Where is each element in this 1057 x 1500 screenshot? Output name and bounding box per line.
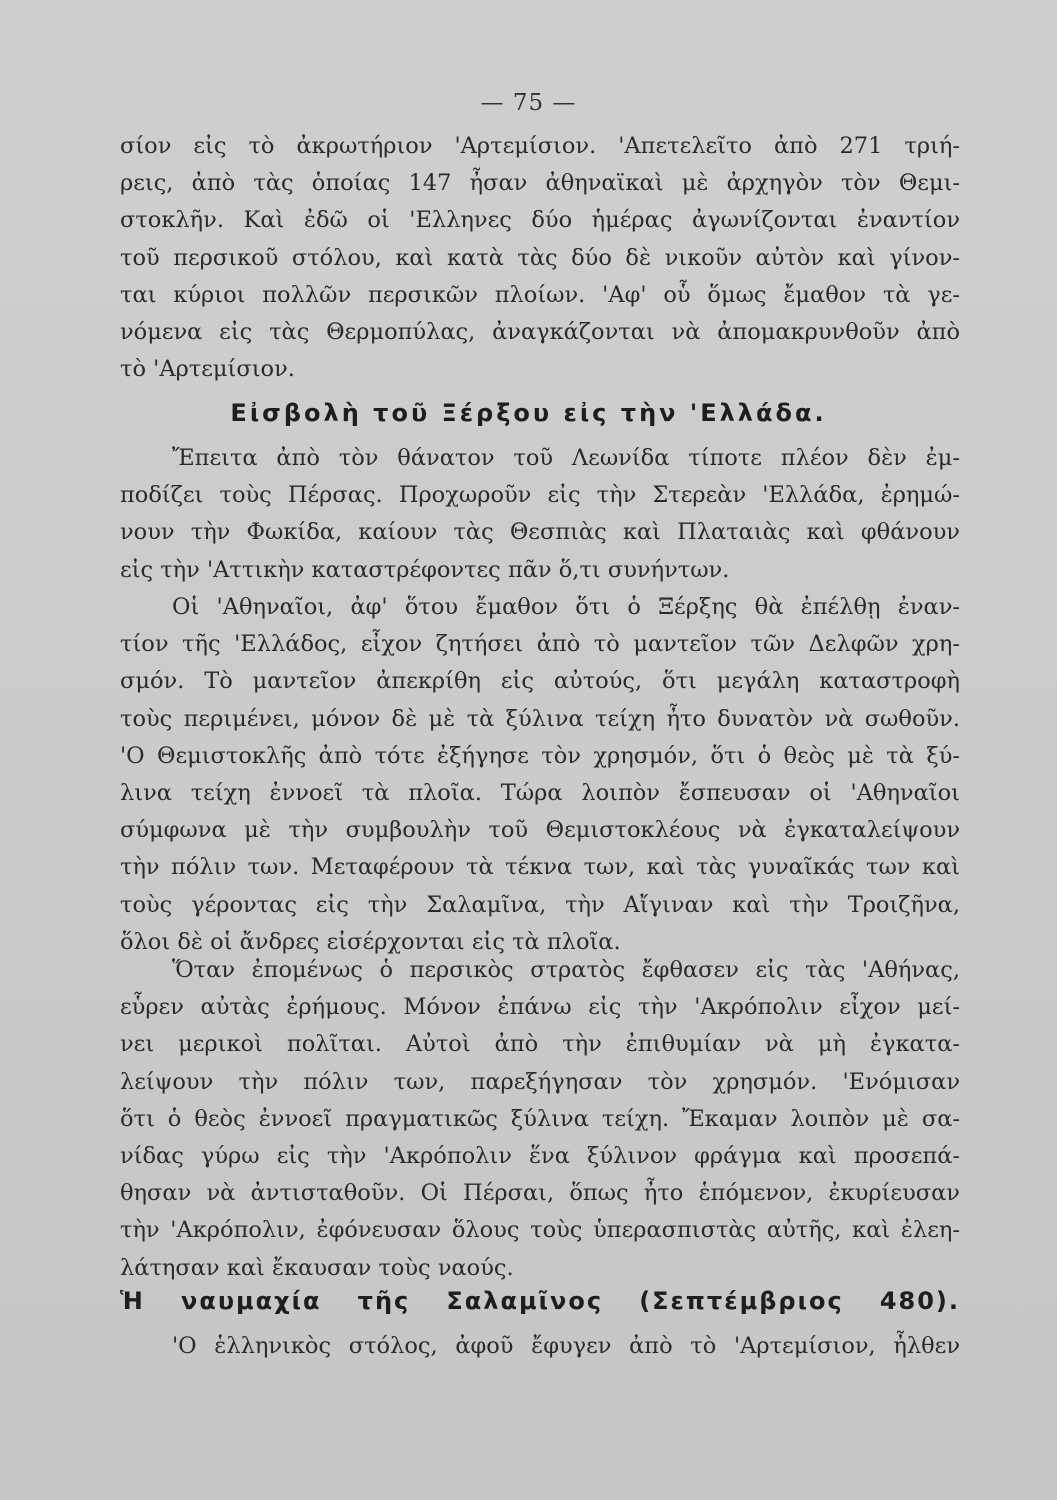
text-line: σμόν. Τὸ μαντεῖον ἀπεκρίθη εἰς αὐτούς, ὅτι μεγάλη καταστροφὴ bbox=[120, 668, 960, 695]
text-line: τοῦ περσικοῦ στόλου, καὶ κατὰ τὰς δύο δὲ νικοῦν αὐτὸν καὶ γίνον- bbox=[120, 244, 960, 271]
text-line: Ὅταν ἐπομένως ὁ περσικὸς στρατὸς ἔφθασεν εἰς τὰς 'Αθήνας, bbox=[172, 957, 960, 983]
section-heading-salamis: Ἡ ναυμαχία τῆς Σαλαμῖνος (Σεπτέμβριος 480). bbox=[120, 1287, 960, 1315]
text-line: νουν τὴν Φωκίδα, καίουν τὰς Θεσπιὰς καὶ Πλαταιὰς καὶ φθάνουν bbox=[120, 519, 960, 546]
text-line: νόμενα εἰς τὰς Θερμοπύλας, ἀναγκάζονται νὰ ἀπομακρυνθοῦν ἀπὸ bbox=[120, 318, 960, 345]
text-line: ὅλοι δὲ οἱ ἄνδρες εἰσέρχονται εἰς τὰ πλοῖα. bbox=[120, 928, 621, 955]
text-line: ται κύριοι πολλῶν περσικῶν πλοίων. 'Αφ' οὗ ὅμως ἔμαθον τὰ γε- bbox=[120, 281, 960, 308]
paragraph-persians-advance bbox=[120, 440, 960, 589]
paragraph-artemision bbox=[120, 128, 960, 388]
text-line: Οἱ 'Αθηναῖοι, ἀφ' ὅτου ἔμαθον ὅτι ὁ Ξέρξης θὰ ἐπέλθῃ ἐναν- bbox=[172, 594, 960, 620]
page-number: — 75 — bbox=[480, 90, 577, 116]
text-line: ὅτι ὁ θεὸς ἐννοεῖ πραγματικῶς ξύλινα τείχη. Ἔκαμαν λοιπὸν μὲ σα- bbox=[120, 1105, 960, 1132]
text-line: τοὺς περιμένει, μόνον δὲ μὲ τὰ ξύλινα τείχη ἦτο δυνατὸν νὰ σωθοῦν. bbox=[120, 705, 960, 732]
text-line: νίδας γύρω εἰς τὴν 'Ακρόπολιν ἕνα ξύλινον φράγμα καὶ προσεπά- bbox=[120, 1142, 960, 1169]
text-line: τὴν 'Ακρόπολιν, ἐφόνευσαν ὅλους τοὺς ὑπερασπιστὰς αὐτῆς, καὶ ἐλεη- bbox=[120, 1217, 960, 1244]
text-line: τίον τῆς 'Ελλάδος, εἶχον ζητήσει ἀπὸ τὸ μαντεῖον τῶν Δελφῶν χρη- bbox=[120, 631, 960, 658]
text-line: λείψουν τὴν πόλιν των, παρεξήγησαν τὸν χρησμόν. 'Ενόμισαν bbox=[120, 1068, 960, 1095]
text-line: εἰς τὴν 'Αττικὴν καταστρέφοντες πᾶν ὅ,τι συνήντων. bbox=[120, 556, 730, 583]
text-line: εὗρεν αὐτὰς ἐρήμους. Μόνον ἐπάνω εἰς τὴν 'Ακρόπολιν εἶχον μεί- bbox=[120, 994, 960, 1021]
section-heading-invasion: Εἰσβολὴ τοῦ Ξέρξου εἰς τὴν 'Ελλάδα. bbox=[230, 399, 827, 427]
text-line: σύμφωνα μὲ τὴν συμβουλὴν τοῦ Θεμιστοκλέους νὰ ἐγκαταλείψουν bbox=[120, 817, 960, 844]
text-line: νει μερικοὶ πολῖται. Αὐτοὶ ἀπὸ τὴν ἐπιθυμίαν νὰ μὴ ἐγκατα- bbox=[120, 1031, 960, 1058]
paragraph-oracle bbox=[120, 589, 960, 961]
paragraph-greek-fleet bbox=[120, 1328, 960, 1365]
text-line: ρεις, ἀπὸ τὰς ὁποίας 147 ἦσαν ἀθηναϊκαὶ μὲ ἀρχηγὸν τὸν Θεμι- bbox=[120, 170, 960, 197]
text-line: θησαν νὰ ἀντισταθοῦν. Οἱ Πέρσαι, ὅπως ἦτο ἑπόμενον, ἐκυρίευσαν bbox=[120, 1180, 960, 1207]
text-line: σίον εἰς τὸ ἀκρωτήριον 'Αρτεμίσιον. 'Απετελεῖτο ἀπὸ 271 τριή- bbox=[120, 133, 960, 159]
text-line: στοκλῆν. Καὶ ἐδῶ οἱ 'Ελληνες δύο ἡμέρας ἀγωνίζονται ἐναντίον bbox=[120, 207, 960, 234]
text-line: τὴν πόλιν των. Μεταφέρουν τὰ τέκνα των, καὶ τὰς γυναῖκάς των καὶ bbox=[120, 854, 960, 881]
text-line: 'Ο ἑλληνικὸς στόλος, ἀφοῦ ἔφυγεν ἀπὸ τὸ 'Αρτεμίσιον, ἦλθεν bbox=[172, 1333, 960, 1359]
text-line: 'Ο Θεμιστοκλῆς ἀπὸ τότε ἐξήγησε τὸν χρησμόν, ὅτι ὁ θεὸς μὲ τὰ ξύ- bbox=[120, 742, 960, 769]
text-line: τοὺς γέροντας εἰς τὴν Σαλαμῖνα, τὴν Αἴγιναν καὶ τὴν Τροιζῆνα, bbox=[120, 891, 960, 918]
text-line: Ἔπειτα ἀπὸ τὸν θάνατον τοῦ Λεωνίδα τίποτε πλέον δὲν ἐμ- bbox=[172, 445, 960, 471]
text-line: λάτησαν καὶ ἔκαυσαν τοὺς ναούς. bbox=[120, 1254, 514, 1281]
paragraph-acropolis bbox=[120, 952, 960, 1287]
text-line: τὸ 'Αρτεμίσιον. bbox=[120, 356, 295, 383]
text-line: ποδίζει τοὺς Πέρσας. Προχωροῦν εἰς τὴν Στερεὰν 'Ελλάδα, ἐρημώ- bbox=[120, 482, 960, 509]
text-line: λινα τείχη ἐννοεῖ τὰ πλοῖα. Τώρα λοιπὸν ἔσπευσαν οἱ 'Αθηναῖοι bbox=[120, 779, 960, 806]
